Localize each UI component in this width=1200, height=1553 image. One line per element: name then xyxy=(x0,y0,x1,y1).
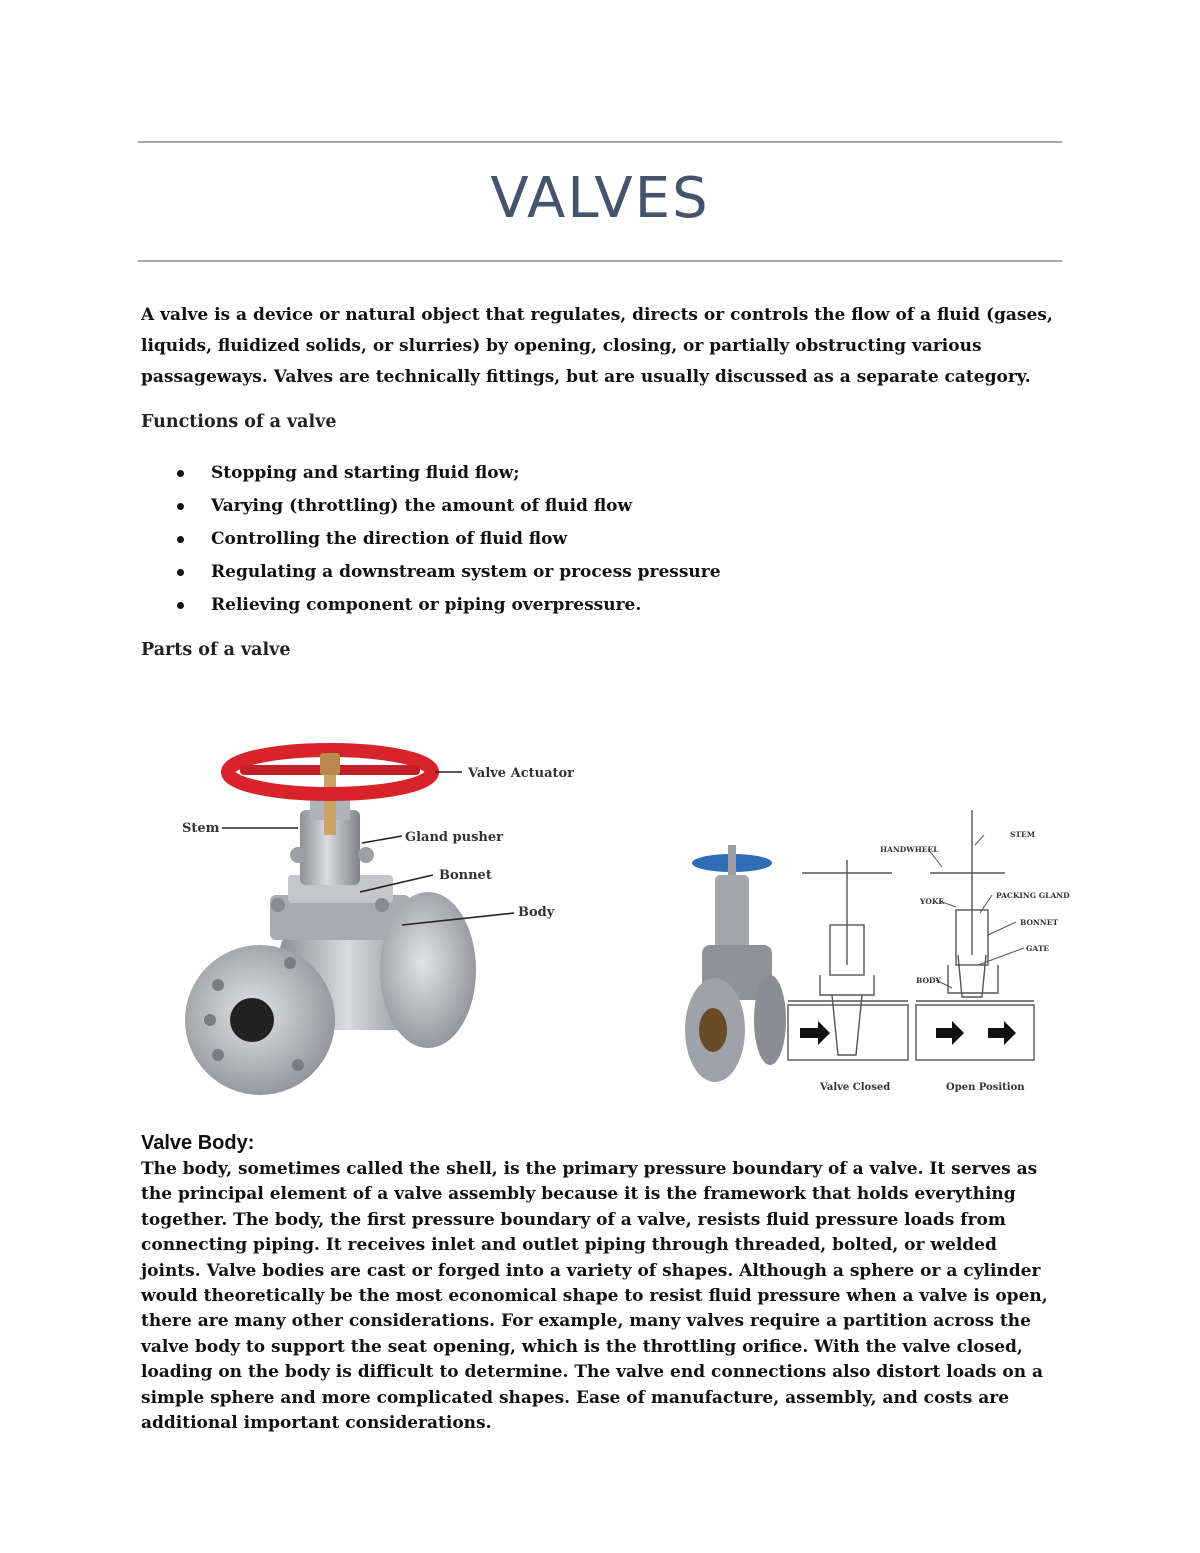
list-item xyxy=(141,557,721,590)
bullet-icon xyxy=(177,569,184,576)
functions-heading-text: Functions of a valve xyxy=(141,412,337,432)
bullet-icon xyxy=(177,503,184,510)
label-body: Body xyxy=(518,905,555,920)
bullet-icon xyxy=(177,602,184,609)
list-item-text: Varying (throttling) the amount of fluid flow xyxy=(211,496,633,516)
caption-valve-closed: Valve Closed xyxy=(820,1082,891,1093)
valve-body-heading: Valve Body: xyxy=(141,1132,255,1154)
label-valve-actuator: Valve Actuator xyxy=(468,766,575,781)
list-item xyxy=(141,491,721,524)
list-item-text: Stopping and starting fluid flow; xyxy=(211,463,520,483)
functions-heading xyxy=(141,412,336,432)
list-item-text: Controlling the direction of fluid flow xyxy=(211,529,568,549)
list-item xyxy=(141,590,721,623)
label-gate: GATE xyxy=(1026,944,1050,953)
handwheel-image xyxy=(228,750,432,794)
gate-valve-cross-section-figure xyxy=(680,805,1070,1095)
label-handwheel: HANDWHEEL xyxy=(880,845,939,854)
arrow-icon xyxy=(988,1021,1016,1045)
gate-valve-labeled-figure xyxy=(170,735,590,1100)
arrow-icon xyxy=(936,1021,964,1045)
label-yoke: YOKE xyxy=(920,897,945,906)
list-item xyxy=(141,458,721,491)
intro-paragraph: A valve is a device or natural object that regulates, directs or controls the flow of a fluid (gases, liquids, fluidized solids, or slurries) by opening, closing, or partially obstructing various passageways. Valves are technically fittings, but are usually discussed as a separate category. xyxy=(141,305,1053,387)
page-title: VALVES xyxy=(490,166,710,231)
label-bonnet-diagram: BONNET xyxy=(1020,918,1059,927)
list-item xyxy=(141,524,721,557)
label-body-diagram: BODY xyxy=(916,976,941,985)
label-stem: Stem xyxy=(182,821,220,836)
parts-heading: Parts of a valve xyxy=(141,640,291,660)
list-item-text: Regulating a downstream system or process pressure xyxy=(211,562,721,582)
small-valve-photo xyxy=(685,845,786,1082)
bullet-icon xyxy=(177,536,184,543)
functions-list xyxy=(141,458,721,623)
valve-body-paragraph: The body, sometimes called the shell, is the primary pressure boundary of a valve. It serves as the principal element of a valve assembly because it is the framework that holds everything together. The body, the first pressure boundary of a valve, resists fluid pressure loads from connecting piping. It receives inlet and outlet piping through threaded, bolted, or welded joints. Valve bodies are cast or forged into a variety of shapes. Although a sphere or a cylinder would theoretically be the most economical shape to resist fluid pressure when a valve is open, there are many other considerations. For example, many valves require a partition across the valve body to support the seat opening, which is the throttling orifice. With the valve closed, loading on the body is difficult to determine. The valve end connections also distort loads on a simple sphere and more complicated shapes. Ease of manufacture, assembly, and costs are additional important considerations. xyxy=(141,1159,1048,1434)
label-packing-gland: PACKING GLAND xyxy=(996,891,1070,900)
valve-body-image xyxy=(185,875,476,1095)
top-divider xyxy=(138,141,1062,143)
label-bonnet: Bonnet xyxy=(439,868,492,883)
arrow-icon xyxy=(800,1021,830,1045)
bullet-icon xyxy=(177,470,184,477)
label-gland-pusher: Gland pusher xyxy=(405,830,503,845)
caption-open-position: Open Position xyxy=(946,1082,1025,1093)
label-stem-diagram: STEM xyxy=(1010,830,1036,839)
list-item-text: Relieving component or piping overpressure. xyxy=(211,595,642,615)
bottom-divider xyxy=(138,260,1062,262)
